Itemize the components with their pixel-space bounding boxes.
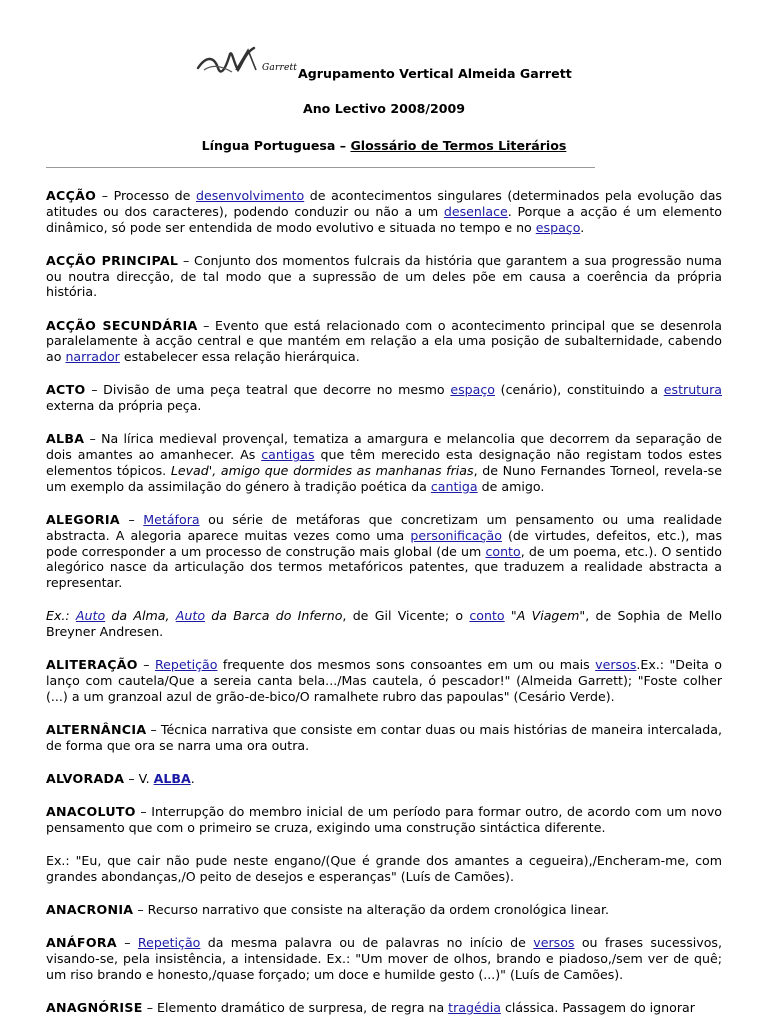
glossary-content [46, 188, 722, 1033]
link-alba[interactable]: ALBA [153, 771, 191, 787]
entry-accao-principal [46, 253, 722, 300]
definition-text: – Processo de [96, 188, 196, 203]
definition-text: de amigo. [477, 478, 545, 494]
entry-anacoluto-example [46, 853, 722, 885]
definition-text: (de virtudes, defeitos, etc.), mas pode corresponder a um processo de construção mais global (de um [46, 527, 723, 559]
definition-text: . [190, 771, 195, 787]
term: ACÇÃO [46, 188, 97, 203]
definition-text: – Recurso narrativo que consiste na alteração da ordem cronológica linear. [133, 902, 610, 918]
logo-text: Garrett [262, 63, 298, 73]
link-repeticao[interactable]: Repetição [154, 657, 218, 673]
link-cantiga[interactable]: cantiga [430, 478, 478, 494]
definition-text: , de Nuno Fernandes Torneol, revela-se um exemplo da assimilação do género à tradição poética da [46, 462, 722, 494]
definition-text: de acontecimentos singulares (determinados pela evolução das atitudes ou dos caracteres), podendo conduzir ou não a um [46, 188, 722, 219]
definition-text: clássica. Passagem do ignorar [500, 1000, 695, 1016]
term: ANACRONIA [46, 902, 134, 918]
example-title: "A Viagem" [504, 608, 586, 624]
definition-text: – Interrupção do membro inicial de um período para formar outro, de acordo com um novo pensamento que com o primeiro se cruza, exigindo uma construção sintáctica diferente. [46, 804, 722, 836]
entry-alba [46, 431, 722, 494]
document-title [0, 138, 768, 153]
entry-alegoria-example [46, 608, 722, 640]
term: ALVORADA [46, 771, 125, 787]
definition-text: – [119, 511, 144, 527]
definition-text: da mesma palavra ou de palavras no início de [200, 935, 534, 951]
link-auto[interactable]: Auto [75, 608, 106, 624]
link-espaco[interactable]: espaço [535, 219, 581, 235]
definition-text: (cenário), constituindo a [494, 382, 664, 398]
link-tragedia[interactable]: tragédia [448, 1000, 501, 1016]
link-cantigas[interactable]: cantigas [261, 447, 315, 463]
link-conto[interactable]: conto [485, 543, 521, 559]
definition-text: . Porque a acção é um elemento dinâmico, só pode ser entendida de modo evolutivo e situada no tempo e no [46, 203, 722, 235]
example-title: Levad', amigo que dormides as manhanas frias [170, 462, 474, 478]
term: ALEGORIA [46, 511, 120, 527]
subject-prefix: Língua Portuguesa – [201, 138, 347, 153]
definition-text: .Ex.: "Deita o lanço com cautela/Que a sereia canta bela.../Mas cautela, ó pescador!" (Almeida Garrett); "Foste colher (...) a um granzoal azul de grão-de-bico/O ramalhete rubro das papoulas" (Cesário Verde). [46, 657, 722, 704]
school-year: Ano Lectivo 2008/2009 [302, 101, 466, 116]
definition-text: ou frases sucessivos, visando-se, pela insistência, a intensidade. Ex.: "Um mover de olhos, brando e piadoso,/sem ver de quê; um riso brando e honesto,/quase forçado; um doce e humilde gesto (...)" (Luís de Camões). [46, 935, 722, 982]
entry-alternancia [46, 722, 722, 754]
definition-text: – [116, 935, 138, 951]
definition-text: . [580, 219, 585, 235]
term: ANAGNÓRISE [46, 1000, 143, 1016]
link-estrutura[interactable]: estrutura [663, 382, 722, 398]
term: ALITERAÇÃO [46, 657, 138, 673]
signature-logo-icon [196, 44, 292, 80]
definition-text: – Divisão de uma peça teatral que decorre no mesmo [85, 382, 451, 398]
definition-text: – Na lírica medieval provençal, tematiza a amargura e melancolia que decorrem da separação de dois amantes ao amanhecer. As [46, 431, 722, 463]
example-text: Ex.: "Eu, que cair não pude neste engano/(Que é grande dos amantes a cegueira),/Encheram-me, com grandes abondanças,/O peito de desejos e esperanças" (Luís de Camões). [46, 853, 722, 884]
entry-anacoluto [46, 804, 722, 836]
entry-alegoria [46, 512, 722, 591]
example-text: , de Gil Vicente; o [342, 608, 470, 624]
link-narrador[interactable]: narrador [65, 349, 120, 365]
definition-text: – Evento que está relacionado com o acontecimento principal que se desenrola paralelamente à acção central e que mantém em relação a ela uma posição de subalternidade, cabendo ao [46, 317, 722, 365]
link-conto[interactable]: conto [469, 608, 505, 624]
definition-text: ou série de metáforas que concretizam um pensamento ou uma realidade abstracta. A alegoria aparece muitas vezes como uma [46, 511, 722, 543]
garrett-logo [196, 44, 298, 80]
definition-text: , de um poema, etc.). O sentido alegórico nasce da articulação dos termos metafóricos patentes, que traduzem a realidade abstracta a representar. [46, 543, 722, 591]
term: ALTERNÂNCIA [46, 722, 147, 738]
link-espaco[interactable]: espaço [450, 382, 495, 398]
definition-text: – V. [124, 771, 154, 787]
entry-anacronia [46, 902, 722, 918]
term: ALBA [46, 431, 85, 447]
entry-anafora [46, 935, 722, 982]
entry-alvorada [46, 771, 722, 787]
link-versos[interactable]: versos [533, 935, 575, 951]
link-desenvolvimento[interactable]: desenvolvimento [195, 188, 305, 203]
school-name: Agrupamento Vertical Almeida Garrett [298, 66, 572, 81]
definition-text: externa da própria peça. [46, 398, 202, 414]
term: ACÇÃO PRINCIPAL [46, 252, 179, 268]
link-auto[interactable]: Auto [175, 608, 206, 624]
term: ACTO [46, 382, 86, 398]
example-label: Ex.: [46, 608, 76, 624]
term: ANACOLUTO [46, 804, 136, 820]
link-metafora[interactable]: Metáfora [143, 511, 200, 527]
entry-accao [46, 188, 722, 235]
link-repeticao[interactable]: Repetição [137, 935, 201, 951]
definition-text: que têm merecido esta designação não registam todos estes elementos tópicos. [46, 447, 722, 478]
definition-text: estabelecer essa relação hierárquica. [119, 349, 360, 365]
example-text: da Barca do Inferno [205, 608, 343, 624]
header-divider [46, 167, 595, 168]
entry-acto [46, 382, 722, 414]
example-text: , de Sophia de Mello Breyner Andresen. [46, 608, 722, 640]
definition-text: – Conjunto dos momentos fulcrais da história que garantem a sua progressão numa ou noutra direcção, de tal modo que a supressão de um deles põe em causa a coerência da própria história. [46, 252, 722, 300]
entry-anagnorise [46, 1000, 722, 1016]
glossary-title: Glossário de Termos Literários [350, 138, 567, 153]
link-personificacao[interactable]: personificação [410, 527, 502, 543]
definition-text: – [137, 657, 155, 673]
link-desenlace[interactable]: desenlace [443, 203, 508, 219]
definition-text: – Elemento dramático de surpresa, de regra na [142, 1000, 449, 1016]
entry-aliteracao [46, 657, 722, 704]
header-line [196, 44, 616, 84]
term: ANÁFORA [46, 935, 117, 951]
definition-text: – Técnica narrativa que consiste em contar duas ou mais histórias de maneira intercalada, de forma que ora se narra uma ora outra. [46, 722, 722, 753]
link-versos[interactable]: versos [595, 657, 637, 673]
definition-text: frequente dos mesmos sons consoantes em um ou mais [217, 657, 596, 673]
entry-accao-secundaria [46, 318, 722, 365]
example-text: da Alma, [105, 608, 176, 624]
term: ACÇÃO SECUNDÁRIA [46, 317, 198, 333]
